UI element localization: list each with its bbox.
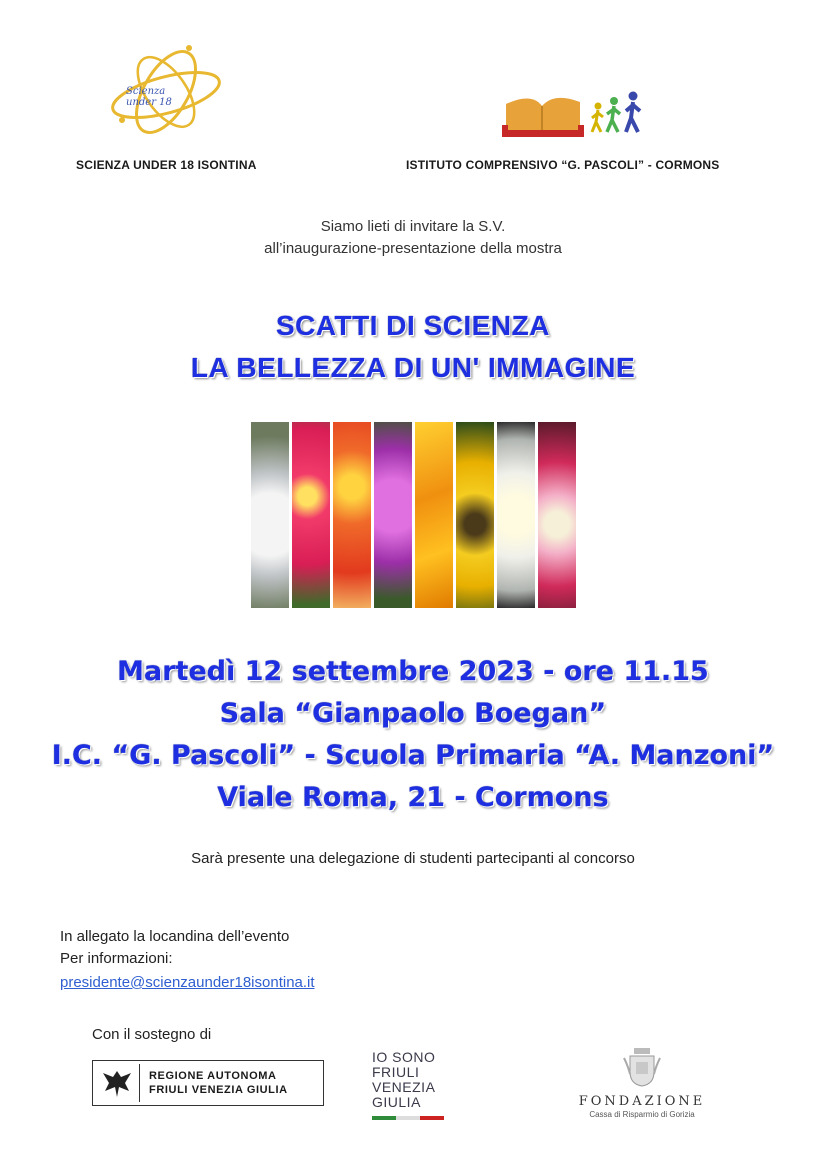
io-sono-line-1: IO SONO — [372, 1049, 436, 1065]
photo-orange-flower — [333, 422, 371, 608]
photo-pink-dogwood — [538, 422, 576, 608]
fondazione-name: FONDAZIONE — [578, 1094, 706, 1109]
exhibition-title: SCATTI DI SCIENZA — [276, 310, 550, 341]
info-label: Per informazioni: — [60, 950, 173, 967]
logo-text: Scienza under 18 — [126, 86, 172, 108]
event-school: I.C. “G. Pascoli” - Scuola Primaria “A. Manzoni” — [51, 740, 775, 771]
exhibition-subtitle: LA BELLEZZA DI UN' IMMAGINE — [190, 352, 636, 383]
photo-dandelion — [251, 422, 289, 608]
photo-purple-clover — [374, 422, 412, 608]
io-sono-fvg-logo — [372, 1050, 452, 1130]
coat-of-arms-icon — [622, 1044, 662, 1088]
regione-line-2: FRIULI VENEZIA GIULIA — [149, 1084, 288, 1096]
photo-bee-flower — [456, 422, 494, 608]
regione-line-1: REGIONE AUTONOMA — [149, 1070, 277, 1082]
event-address: Viale Roma, 21 - Cormons — [217, 782, 609, 813]
fondazione-subtitle: Cassa di Risparmio di Gorizia — [589, 1110, 695, 1119]
photo-white-flower — [497, 422, 535, 608]
regione-fvg-logo — [92, 1060, 324, 1106]
eagle-icon — [99, 1065, 135, 1101]
io-sono-line-2: FRIULI — [372, 1064, 420, 1080]
left-org-name: SCIENZA UNDER 18 ISONTINA — [76, 158, 257, 172]
delegation-note: Sarà presente una delegazione di studenti partecipanti al concorso — [191, 850, 635, 867]
right-org-name: ISTITUTO COMPRENSIVO “G. PASCOLI” - CORMONS — [406, 158, 720, 172]
fondazione-logo — [566, 1040, 718, 1122]
istituto-pascoli-logo — [502, 84, 652, 142]
invitation-line-2: all’inaugurazione-presentazione della mostra — [264, 240, 562, 257]
event-date-time: Martedì 12 settembre 2023 - ore 11.15 — [117, 656, 709, 687]
event-room: Sala “Gianpaolo Boegan” — [219, 698, 607, 729]
io-sono-line-3: VENEZIA — [372, 1079, 436, 1095]
invitation-line-1: Siamo lieti di invitare la S.V. — [320, 218, 506, 235]
io-sono-line-4: GIULIA — [372, 1094, 421, 1110]
sponsors-label: Con il sostegno di — [92, 1026, 212, 1043]
scienza-under-18-logo — [104, 40, 229, 140]
italian-flag-bar — [372, 1116, 444, 1120]
photo-yellow-petals — [415, 422, 453, 608]
photo-pink-flower — [292, 422, 330, 608]
attachment-note: In allegato la locandina dell’evento — [60, 928, 290, 945]
contact-email-link[interactable]: presidente@scienzaunder18isontina.it — [60, 974, 315, 991]
